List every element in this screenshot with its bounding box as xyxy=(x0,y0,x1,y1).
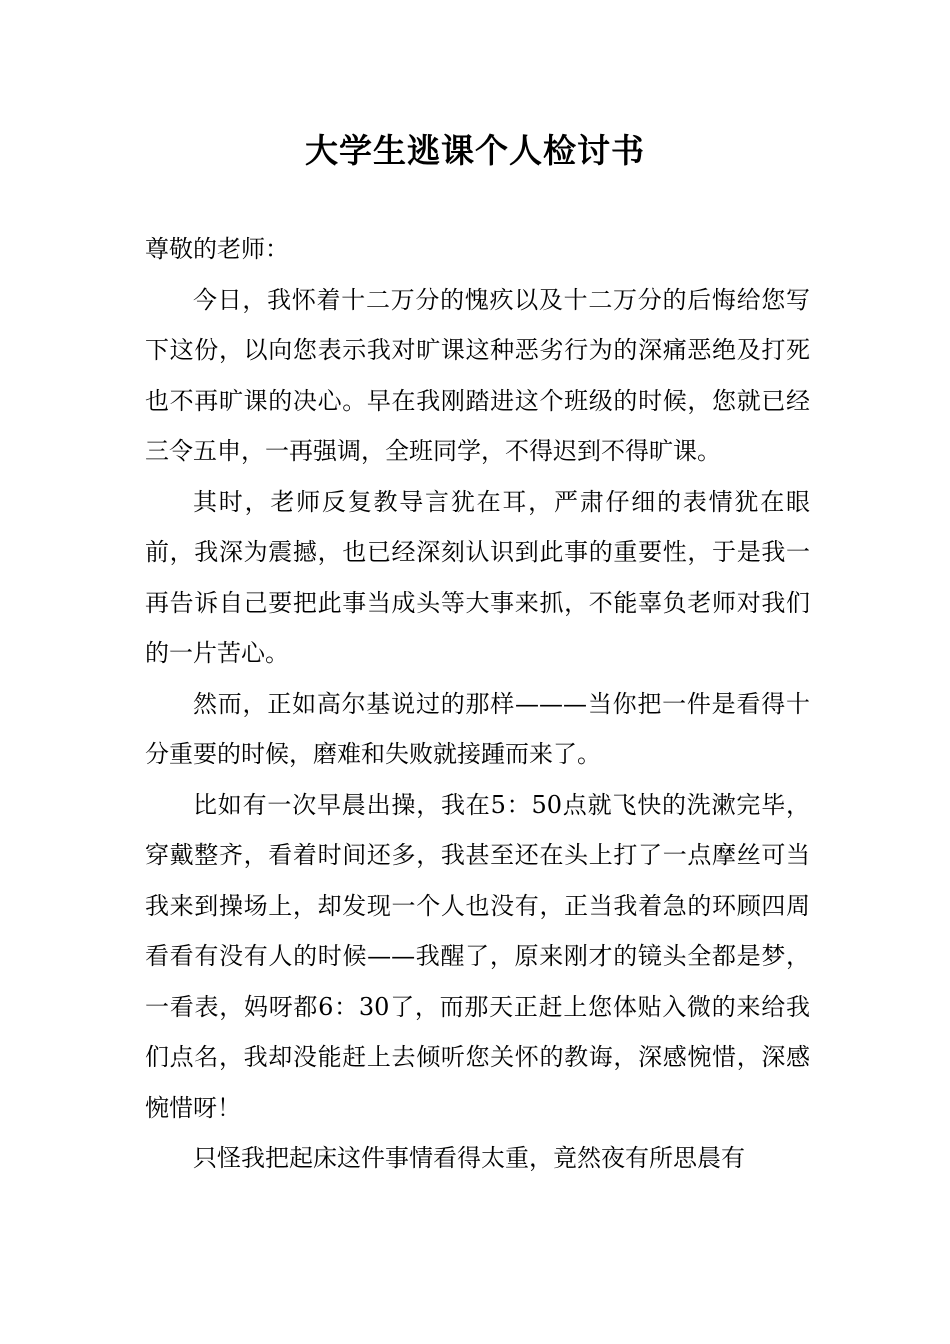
paragraph-5: 只怪我把起床这件事情看得太重，竟然夜有所思晨有 xyxy=(193,1144,745,1172)
paragraph-4: 比如有一次早晨出操，我在5：50点就飞快的洗漱完毕，穿戴整齐，看着时间还多，我甚至还在头上打了一点摩丝可当我来到操场上，却发现一个人也没有，正当我着急的环顾四周看看有没有人的时候——我醒了，原来刚才的镜头全都是梦，一看表，妈呀都6：30了，而那天正赶上您体贴入微的来给我们点名，我却没能赶上去倾听您关怀的教诲，深感惋惜，深感惋惜呀！ xyxy=(145,790,810,1122)
document-body xyxy=(145,224,810,1184)
paragraph-3: 然而，正如高尔基说过的那样———当你把一件是看得十分重要的时候，磨难和失败就接踵而来了。 xyxy=(145,689,810,768)
paragraph-2: 其时，老师反复教导言犹在耳，严肃仔细的表情犹在眼前，我深为震撼，也已经深刻认识到此事的重要性，于是我一再告诉自己要把此事当成头等大事来抓，不能辜负老师对我们的一片苦心。 xyxy=(145,487,810,667)
salutation: 尊敬的老师： xyxy=(145,235,289,263)
document-title: 大学生逃课个人检讨书 xyxy=(305,131,645,170)
paragraph-1: 今日，我怀着十二万分的愧疚以及十二万分的后悔给您写下这份，以向您表示我对旷课这种恶劣行为的深痛恶绝及打死也不再旷课的决心。早在我刚踏进这个班级的时候，您就已经三令五申，一再强调，全班同学，不得迟到不得旷课。 xyxy=(145,285,810,465)
